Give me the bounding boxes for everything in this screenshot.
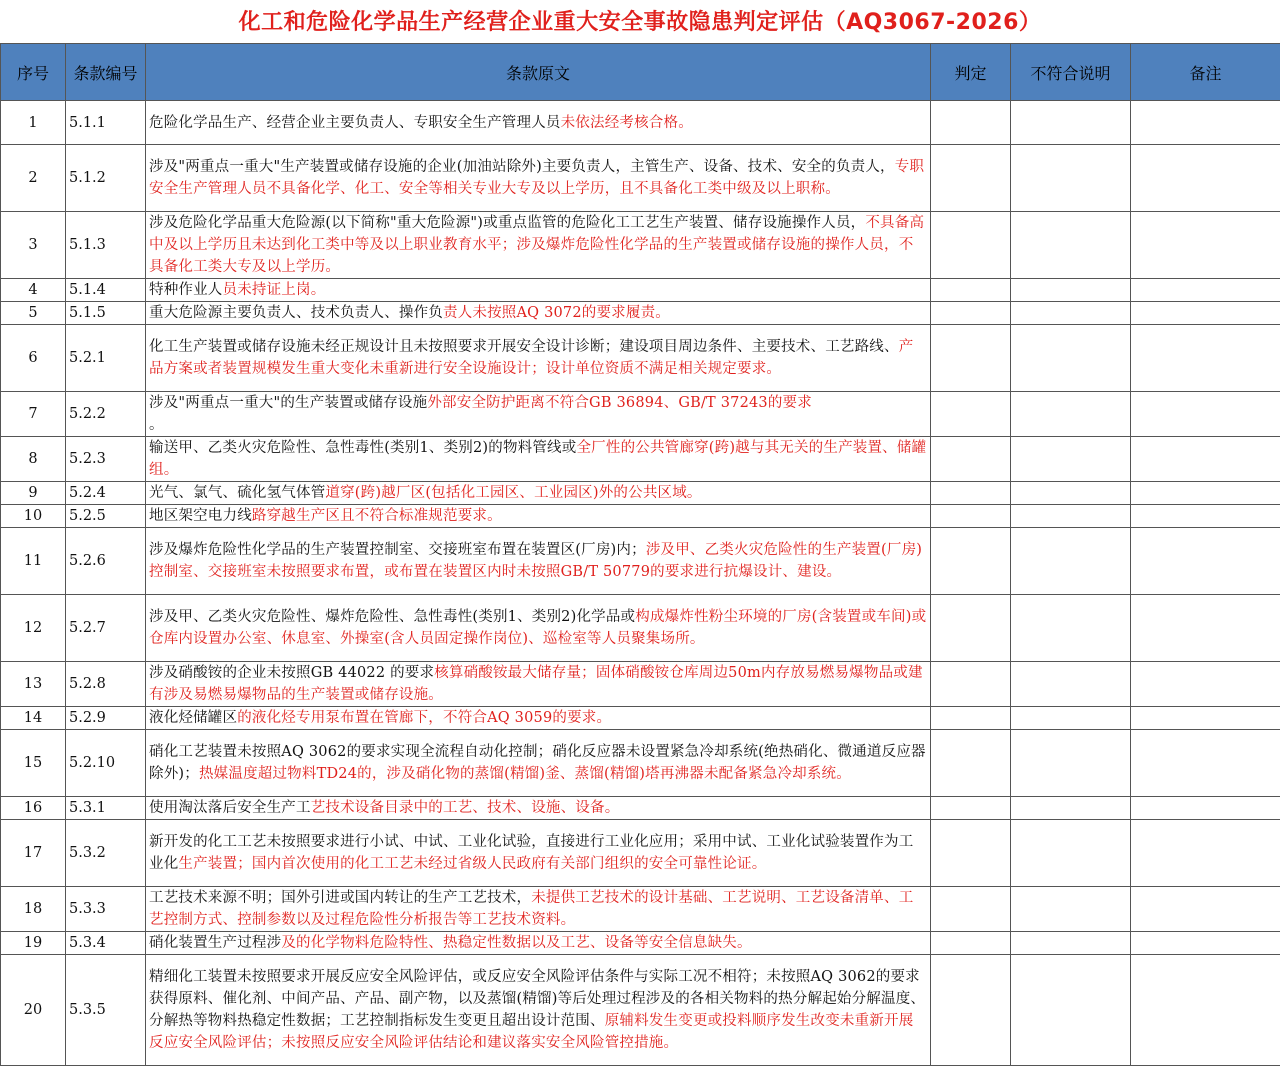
row-clause-code: 5.1.2 (66, 145, 146, 212)
row-judge-cell[interactable] (931, 325, 1011, 392)
row-nonconform-cell[interactable] (1011, 101, 1131, 145)
row-nonconform-cell[interactable] (1011, 302, 1131, 325)
row-seq: 16 (1, 797, 66, 820)
table-row (1, 820, 1280, 887)
row-seq: 12 (1, 595, 66, 662)
row-clause-text (146, 955, 931, 1066)
row-clause-code: 5.1.5 (66, 302, 146, 325)
row-nonconform-cell[interactable] (1011, 437, 1131, 482)
row-remark-cell[interactable] (1131, 212, 1280, 279)
row-clause-code: 5.1.4 (66, 279, 146, 302)
row-clause-code: 5.2.7 (66, 595, 146, 662)
row-judge-cell[interactable] (931, 887, 1011, 932)
clause-text-highlight: 生产装置；国内首次使用的化工工艺未经过省级人民政府有关部门组织的安全可靠性论证。 (178, 856, 766, 872)
row-clause-text (146, 820, 931, 887)
row-judge-cell[interactable] (931, 955, 1011, 1066)
row-remark-cell[interactable] (1131, 482, 1280, 505)
table-row (1, 302, 1280, 325)
row-remark-cell[interactable] (1131, 505, 1280, 528)
clause-text-normal: 硝化工艺装置未按照AQ 3062的要求实现全流程自动化控制；硝化反应器未设置紧急冷却系统(绝热硝化、微通道反应器除外)； (149, 744, 926, 782)
hazard-assessment-table (0, 43, 1280, 1066)
row-judge-cell[interactable] (931, 730, 1011, 797)
row-clause-text (146, 505, 931, 528)
clause-text-normal: 涉及爆炸危险性化学品的生产装置控制室、交接班室布置在装置区(厂房)内； (149, 542, 646, 558)
row-judge-cell[interactable] (931, 437, 1011, 482)
table-row (1, 145, 1280, 212)
row-clause-code: 5.2.10 (66, 730, 146, 797)
clause-text-highlight: 未依法经考核合格。 (561, 115, 693, 131)
table-row (1, 797, 1280, 820)
row-remark-cell[interactable] (1131, 279, 1280, 302)
header-remark: 备注 (1131, 44, 1280, 101)
row-nonconform-cell[interactable] (1011, 212, 1131, 279)
row-clause-code: 5.3.3 (66, 887, 146, 932)
row-judge-cell[interactable] (931, 302, 1011, 325)
row-nonconform-cell[interactable] (1011, 595, 1131, 662)
row-clause-text (146, 302, 931, 325)
clause-text-highlight: 路穿越生产区且不符合标准规范要求。 (252, 508, 502, 524)
clause-text-normal: 涉及"两重点一重大"的生产装置或储存设施 (149, 395, 427, 411)
row-nonconform-cell[interactable] (1011, 528, 1131, 595)
row-clause-text (146, 887, 931, 932)
clause-text-highlight: 的液化烃专用泵布置在管廊下，不符合AQ 3059的要求。 (237, 710, 611, 726)
table-row (1, 212, 1280, 279)
clause-text-normal: 地区架空电力线 (149, 508, 252, 524)
clause-text-normal: 涉及甲、乙类火灾危险性、爆炸危险性、急性毒性(类别1、类别2)化学品或 (149, 609, 635, 625)
clause-text-highlight: 涉及甲、乙类火灾危险性的生产装置(厂房)控制室、交接班室未按照要求布置，或布置在装置区内时未按照GB/T 50779的要求进行抗爆设计、建设。 (149, 542, 922, 580)
clause-text-normal: 涉及硝酸铵的企业未按照GB 44022 的要求 (149, 665, 434, 681)
clause-text-normal: 特种作业人 (149, 282, 223, 298)
clause-text-highlight: 艺技术设备目录中的工艺、技术、设施、设备。 (311, 800, 620, 816)
row-clause-text (146, 437, 931, 482)
table-header-row (1, 44, 1280, 101)
row-nonconform-cell[interactable] (1011, 662, 1131, 707)
table-row (1, 595, 1280, 662)
row-seq: 11 (1, 528, 66, 595)
page-title: 化工和危险化学品生产经营企业重大安全事故隐患判定评估（AQ3067-2026） (0, 0, 1280, 43)
row-clause-code: 5.2.5 (66, 505, 146, 528)
row-seq: 15 (1, 730, 66, 797)
row-nonconform-cell[interactable] (1011, 325, 1131, 392)
clause-text-highlight: 及的化学物料危险特性、热稳定性数据以及工艺、设备等安全信息缺失。 (281, 935, 751, 951)
row-clause-text (146, 730, 931, 797)
row-remark-cell[interactable] (1131, 797, 1280, 820)
clause-text-tail: 。 (149, 417, 164, 433)
row-seq: 4 (1, 279, 66, 302)
table-row (1, 505, 1280, 528)
row-clause-text (146, 797, 931, 820)
row-judge-cell[interactable] (931, 528, 1011, 595)
row-clause-text (146, 145, 931, 212)
row-judge-cell[interactable] (931, 662, 1011, 707)
table-row (1, 482, 1280, 505)
row-remark-cell[interactable] (1131, 145, 1280, 212)
row-seq: 13 (1, 662, 66, 707)
clause-text-normal: 危险化学品生产、经营企业主要负责人、专职安全生产管理人员 (149, 115, 561, 131)
row-clause-text (146, 662, 931, 707)
row-clause-text (146, 482, 931, 505)
row-nonconform-cell[interactable] (1011, 820, 1131, 887)
table-row (1, 325, 1280, 392)
clause-text-highlight: 产品方案或者装置规模发生重大变化未重新进行安全设施设计；设计单位资质不满足相关规定要求。 (149, 339, 913, 377)
row-seq: 1 (1, 101, 66, 145)
table-row (1, 730, 1280, 797)
clause-text-highlight: 构成爆炸性粉尘环境的厂房(含装置或车间)或仓库内设置办公室、休息室、外操室(含人员固定操作岗位)、巡检室等人员聚集场所。 (149, 609, 926, 647)
clause-text-highlight: 责人未按照AQ 3072的要求履责。 (443, 305, 670, 321)
row-nonconform-cell[interactable] (1011, 279, 1131, 302)
clause-text-normal: 光气、氯气、硫化氢气体管 (149, 485, 325, 501)
row-remark-cell[interactable] (1131, 820, 1280, 887)
row-seq: 17 (1, 820, 66, 887)
clause-text-normal: 输送甲、乙类火灾危险性、急性毒性(类别1、类别2)的物料管线或 (149, 440, 576, 456)
clause-text-highlight: 道穿(跨)越厂区(包括化工园区、工业园区)外的公共区域。 (325, 485, 701, 501)
row-clause-code: 5.2.6 (66, 528, 146, 595)
clause-text-highlight: 原辅料发生变更或投料顺序发生改变未重新开展反应安全风险评估；未按照反应安全风险评估结论和建议落实安全风险管控措施。 (149, 1013, 913, 1051)
header-text: 条款原文 (146, 44, 931, 101)
row-seq: 18 (1, 887, 66, 932)
row-judge-cell[interactable] (931, 595, 1011, 662)
row-remark-cell[interactable] (1131, 595, 1280, 662)
row-clause-code: 5.3.4 (66, 932, 146, 955)
row-seq: 3 (1, 212, 66, 279)
row-clause-code: 5.1.1 (66, 101, 146, 145)
row-clause-text (146, 707, 931, 730)
row-clause-text (146, 101, 931, 145)
clause-text-normal: 化工生产装置或储存设施未经正规设计且未按照要求开展安全设计诊断；建设项目周边条件、主要技术、工艺路线、 (149, 339, 899, 355)
table-row (1, 392, 1280, 437)
row-nonconform-cell[interactable] (1011, 955, 1131, 1066)
row-seq: 9 (1, 482, 66, 505)
row-remark-cell[interactable] (1131, 528, 1280, 595)
row-clause-text (146, 325, 931, 392)
clause-text-normal: 工艺技术来源不明；国外引进或国内转让的生产工艺技术， (149, 890, 531, 906)
row-seq: 5 (1, 302, 66, 325)
row-clause-text (146, 932, 931, 955)
clause-text-normal: 液化烃储罐区 (149, 710, 237, 726)
row-remark-cell[interactable] (1131, 730, 1280, 797)
header-nonconform: 不符合说明 (1011, 44, 1131, 101)
clause-text-highlight: 员未持证上岗。 (223, 282, 326, 298)
row-judge-cell[interactable] (931, 932, 1011, 955)
row-judge-cell[interactable] (931, 392, 1011, 437)
clause-text-normal: 新开发的化工工艺未按照要求进行小试、中试、工业化试验，直接进行工业化应用；采用中试、工业化试验装置作为工业化 (149, 834, 913, 872)
row-seq: 19 (1, 932, 66, 955)
row-nonconform-cell[interactable] (1011, 932, 1131, 955)
row-judge-cell[interactable] (931, 820, 1011, 887)
row-remark-cell[interactable] (1131, 325, 1280, 392)
clause-text-normal: 精细化工装置未按照要求开展反应安全风险评估，或反应安全风险评估条件与实际工况不相符；未按照AQ 3062的要求获得原料、催化剂、中间产品、产品、副产物，以及蒸馏(精馏)等后处理过程涉及的各相关物料的热分解起始分解温度、分解热等物料热稳定性数据；工艺控制指标发生变更且超出设计范围、 (149, 969, 925, 1029)
row-nonconform-cell[interactable] (1011, 145, 1131, 212)
clause-text-highlight: 热媒温度超过物料TD24的，涉及硝化物的蒸馏(精馏)釜、蒸馏(精馏)塔再沸器未配备紧急冷却系统。 (199, 766, 851, 782)
header-code: 条款编号 (66, 44, 146, 101)
clause-text-normal: 涉及"两重点一重大"生产装置或储存设施的企业(加油站除外)主要负责人，主管生产、设备、技术、安全的负责人， (149, 159, 895, 175)
row-remark-cell[interactable] (1131, 662, 1280, 707)
row-clause-text (146, 212, 931, 279)
table-row (1, 528, 1280, 595)
clause-text-highlight: 专职安全生产管理人员不具备化学、化工、安全等相关专业大专及以上学历，且不具备化工类中级及以上职称。 (149, 159, 924, 197)
row-nonconform-cell[interactable] (1011, 392, 1131, 437)
row-judge-cell[interactable] (931, 101, 1011, 145)
row-nonconform-cell[interactable] (1011, 887, 1131, 932)
row-nonconform-cell[interactable] (1011, 707, 1131, 730)
table-row (1, 887, 1280, 932)
row-remark-cell[interactable] (1131, 437, 1280, 482)
row-nonconform-cell[interactable] (1011, 505, 1131, 528)
row-seq: 7 (1, 392, 66, 437)
row-clause-code: 5.2.9 (66, 707, 146, 730)
clause-text-normal: 涉及危险化学品重大危险源(以下简称"重大危险源")或重点监管的危险化工工艺生产装置、储存设施操作人员， (149, 215, 865, 231)
table-row (1, 707, 1280, 730)
table-row (1, 932, 1280, 955)
clause-text-normal: 重大危险源主要负责人、技术负责人、操作负 (149, 305, 443, 321)
row-clause-code: 5.2.3 (66, 437, 146, 482)
row-seq: 10 (1, 505, 66, 528)
row-clause-code: 5.2.2 (66, 392, 146, 437)
header-judge: 判定 (931, 44, 1011, 101)
row-judge-cell[interactable] (931, 145, 1011, 212)
row-seq: 14 (1, 707, 66, 730)
row-clause-code: 5.2.8 (66, 662, 146, 707)
row-remark-cell[interactable] (1131, 302, 1280, 325)
table-row (1, 101, 1280, 145)
row-remark-cell[interactable] (1131, 392, 1280, 437)
header-seq: 序号 (1, 44, 66, 101)
row-remark-cell[interactable] (1131, 955, 1280, 1066)
row-clause-code: 5.3.5 (66, 955, 146, 1066)
clause-text-normal: 硝化装置生产过程涉 (149, 935, 281, 951)
row-judge-cell[interactable] (931, 279, 1011, 302)
row-clause-code: 5.3.2 (66, 820, 146, 887)
table-row (1, 955, 1280, 1066)
row-clause-code: 5.3.1 (66, 797, 146, 820)
row-clause-text (146, 595, 931, 662)
row-nonconform-cell[interactable] (1011, 482, 1131, 505)
row-clause-code: 5.2.4 (66, 482, 146, 505)
row-judge-cell[interactable] (931, 482, 1011, 505)
row-seq: 20 (1, 955, 66, 1066)
row-seq: 8 (1, 437, 66, 482)
row-remark-cell[interactable] (1131, 932, 1280, 955)
row-judge-cell[interactable] (931, 797, 1011, 820)
row-nonconform-cell[interactable] (1011, 797, 1131, 820)
row-clause-code: 5.1.3 (66, 212, 146, 279)
row-remark-cell[interactable] (1131, 101, 1280, 145)
clause-text-highlight: 未提供工艺技术的设计基础、工艺说明、工艺设备清单、工艺控制方式、控制参数以及过程危险性分析报告等工艺技术资料。 (149, 890, 913, 928)
clause-text-highlight: 外部安全防护距离不符合GB 36894、GB/T 37243的要求 (427, 395, 812, 411)
clause-text-highlight: 全厂性的公共管廊穿(跨)越与其无关的生产装置、储罐组。 (149, 440, 926, 478)
row-judge-cell[interactable] (931, 505, 1011, 528)
row-nonconform-cell[interactable] (1011, 730, 1131, 797)
row-clause-text (146, 279, 931, 302)
row-clause-code: 5.2.1 (66, 325, 146, 392)
row-clause-text (146, 392, 931, 437)
clause-text-highlight: 不具备高中及以上学历且未达到化工类中等及以上职业教育水平；涉及爆炸危险性化学品的生产装置或储存设施的操作人员，不具备化工类大专及以上学历。 (149, 215, 924, 275)
row-judge-cell[interactable] (931, 707, 1011, 730)
table-row (1, 662, 1280, 707)
row-seq: 2 (1, 145, 66, 212)
clause-text-normal: 使用淘汰落后安全生产工 (149, 800, 311, 816)
clause-text-highlight: 核算硝酸铵最大储存量；固体硝酸铵仓库周边50m内存放易燃易爆物品或建有涉及易燃易爆物品的生产装置或储存设施。 (149, 665, 923, 703)
table-row (1, 437, 1280, 482)
table-row (1, 279, 1280, 302)
row-seq: 6 (1, 325, 66, 392)
row-remark-cell[interactable] (1131, 707, 1280, 730)
row-remark-cell[interactable] (1131, 887, 1280, 932)
row-judge-cell[interactable] (931, 212, 1011, 279)
row-clause-text (146, 528, 931, 595)
